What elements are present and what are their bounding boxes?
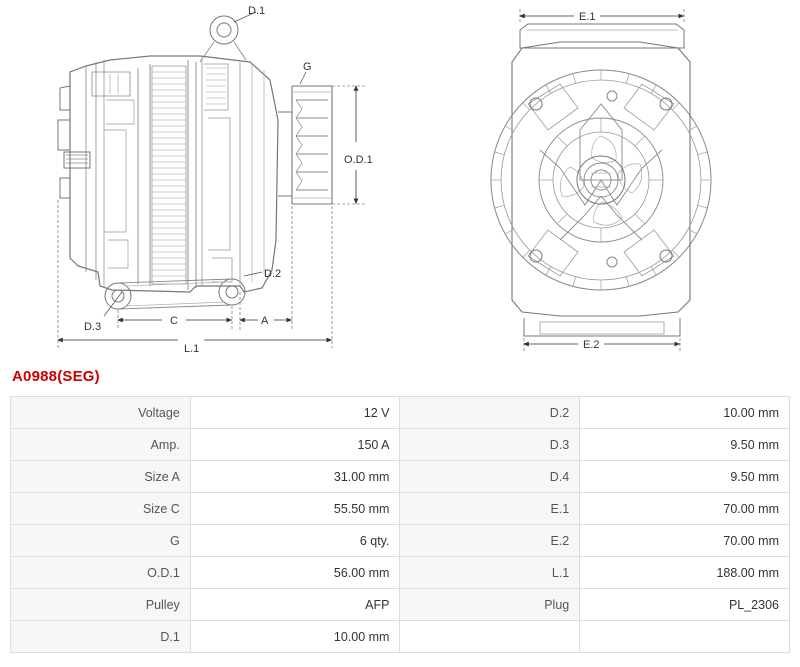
spec-label: Size A bbox=[11, 461, 191, 493]
spec-value: 6 qty. bbox=[190, 525, 400, 557]
page-title: A0988(SEG) bbox=[12, 368, 100, 385]
spec-value: 56.00 mm bbox=[190, 557, 400, 589]
spec-value: 10.00 mm bbox=[190, 621, 400, 653]
spec-value: 9.50 mm bbox=[580, 461, 790, 493]
spec-value: 31.00 mm bbox=[190, 461, 400, 493]
spec-value: 10.00 mm bbox=[580, 397, 790, 429]
table-row bbox=[11, 557, 790, 589]
spec-value-empty bbox=[580, 621, 790, 653]
spec-value: 70.00 mm bbox=[580, 525, 790, 557]
label-d3: D.3 bbox=[84, 321, 102, 333]
table-row bbox=[11, 461, 790, 493]
spec-value: 188.00 mm bbox=[580, 557, 790, 589]
spec-value: 70.00 mm bbox=[580, 493, 790, 525]
spec-value: 150 A bbox=[190, 429, 400, 461]
spec-label: D.1 bbox=[11, 621, 191, 653]
spec-label: Plug bbox=[400, 589, 580, 621]
spec-label: Voltage bbox=[11, 397, 191, 429]
label-g: G bbox=[303, 61, 312, 73]
spec-label: E.2 bbox=[400, 525, 580, 557]
spec-label: O.D.1 bbox=[11, 557, 191, 589]
label-d1: D.1 bbox=[248, 5, 266, 17]
spec-label: D.3 bbox=[400, 429, 580, 461]
label-a: A bbox=[261, 315, 269, 327]
spec-label: D.4 bbox=[400, 461, 580, 493]
spec-value: 12 V bbox=[190, 397, 400, 429]
table-row bbox=[11, 525, 790, 557]
spec-value: 9.50 mm bbox=[580, 429, 790, 461]
spec-label: Pulley bbox=[11, 589, 191, 621]
spec-label: Amp. bbox=[11, 429, 191, 461]
table-row bbox=[11, 429, 790, 461]
spec-value: PL_2306 bbox=[580, 589, 790, 621]
table-row bbox=[11, 493, 790, 525]
label-od1: O.D.1 bbox=[344, 154, 373, 166]
spec-label: G bbox=[11, 525, 191, 557]
spec-label: L.1 bbox=[400, 557, 580, 589]
spec-label: D.2 bbox=[400, 397, 580, 429]
spec-value: AFP bbox=[190, 589, 400, 621]
label-e1: E.1 bbox=[579, 11, 596, 23]
table-row bbox=[11, 397, 790, 429]
label-c: C bbox=[170, 315, 178, 327]
spec-label: Size C bbox=[11, 493, 191, 525]
spec-label-empty bbox=[400, 621, 580, 653]
label-d2: D.2 bbox=[264, 268, 282, 280]
table-row bbox=[11, 621, 790, 653]
label-e2: E.2 bbox=[583, 339, 600, 351]
spec-label: E.1 bbox=[400, 493, 580, 525]
spec-value: 55.50 mm bbox=[190, 493, 400, 525]
specifications-table bbox=[10, 396, 790, 653]
table-row bbox=[11, 589, 790, 621]
label-l1: L.1 bbox=[184, 343, 200, 355]
